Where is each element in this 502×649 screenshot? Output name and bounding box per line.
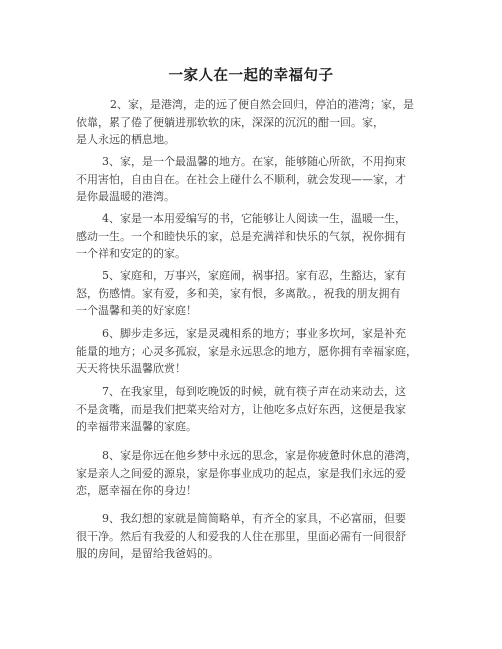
paragraph-6: [76, 325, 436, 378]
paragraph-3: [76, 153, 436, 206]
paragraph-line: 5、家庭和，万事兴，家庭闹，祸事招。家有忍，生豁达，家有: [102, 269, 406, 282]
paragraph-line: 7、在我家里，每到吃晚饭的时候，就有筷子声在动来动去，这: [102, 385, 406, 398]
paragraph-line: 8、家是你远在他乡梦中永远的思念，家是你疲惫时休息的港湾，: [102, 449, 417, 462]
paragraph-2: [76, 96, 436, 149]
paragraph-line: 的幸福带来温馨的家庭。: [76, 420, 197, 433]
paragraph-line: 一个温馨和美的好家庭！: [76, 304, 197, 317]
paragraph-line: 是你最温暖的港湾。: [76, 190, 175, 203]
paragraph-8: [76, 447, 436, 500]
paragraph-line: 家是亲人之间爱的源泉，家是你事业成功的起点，家是我们永远的爱: [76, 466, 406, 480]
document-title: 一家人在一起的幸福句子: [168, 68, 334, 84]
paragraph-line: 天天将快乐温馨欣赏！: [76, 362, 186, 375]
paragraph-line: 6、脚步走多远，家是灵魂相系的地方；事业多坎坷，家是补充: [102, 327, 406, 340]
paragraph-line: 依靠，累了倦了便躺进那软软的床，深深的沉沉的酣一回。家，: [76, 115, 384, 129]
paragraph-line: 9、我幻想的家就是简简略单，有齐全的家具，不必富丽，但要: [102, 512, 406, 525]
paragraph-5: [76, 267, 436, 320]
paragraph-line: 不用害怕，自由自在。在社会上碰什么不顺利，就会发现——家，才: [76, 172, 406, 186]
paragraph-line: 能量的地方；心灵多孤寂，家是永远思念的地方，愿你拥有幸福家庭，: [76, 344, 417, 358]
paragraph-line: 2、家，是港湾，走的远了便自然会回归，停泊的港湾；家，是: [110, 98, 414, 111]
paragraph-line: 很干净。然后有我爱的人和爱我的人住在那里，里面必需有一间很舒: [76, 529, 406, 543]
paragraph-line: 不是贪嘴，而是我们把菜夹给对方，让他吃多点好东西，这便是我家: [76, 402, 406, 416]
paragraph-line: 4、家是一本用爱编写的书，它能够让人阅读一生，温暖一生，: [102, 212, 406, 225]
paragraph-line: 感动一生。一个和睦快乐的家，总是充满祥和快乐的气氛，祝你拥有: [76, 229, 406, 243]
paragraph-line: 恋，愿幸福在你的身边！: [76, 484, 197, 497]
paragraph-line: 是人永远的栖息地。: [76, 133, 175, 146]
paragraph-7: [76, 383, 436, 436]
paragraph-line: 服的房间，是留给我爸妈的。: [76, 547, 219, 560]
paragraph-9: [76, 510, 436, 563]
paragraph-line: 3、家，是一个最温馨的地方。在家，能够随心所欲，不用拘束: [102, 155, 406, 168]
paragraph-line: 怒，伤感情。家有爱，多和美，家有恨，多离散。，祝我的朋友拥有: [76, 286, 401, 300]
paragraph-line: 一个祥和安定的的家。: [76, 247, 186, 260]
paragraph-4: [76, 210, 436, 263]
